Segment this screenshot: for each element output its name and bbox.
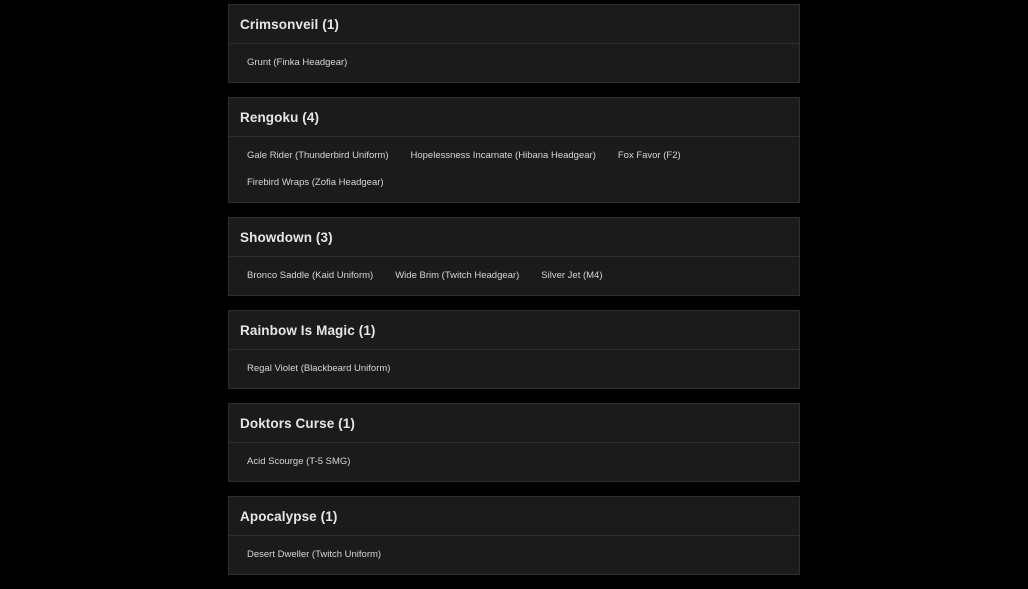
collection-items bbox=[229, 443, 799, 481]
collection-title: Doktors Curse (1) bbox=[240, 415, 355, 431]
collection-item-link[interactable]: Firebird Wraps (Zofia Headgear) bbox=[247, 177, 384, 188]
collection-item-link[interactable]: Gale Rider (Thunderbird Uniform) bbox=[247, 150, 389, 161]
collection-items bbox=[229, 44, 799, 82]
collection-items bbox=[229, 257, 799, 295]
collection-item-link[interactable]: Bronco Saddle (Kaid Uniform) bbox=[247, 270, 374, 281]
collection-card-header bbox=[229, 218, 799, 257]
collection-card bbox=[228, 496, 800, 575]
collection-card bbox=[228, 4, 800, 83]
collection-list bbox=[228, 4, 800, 589]
collection-item-link[interactable]: Wide Brim (Twitch Headgear) bbox=[395, 270, 520, 281]
collection-card-header bbox=[229, 5, 799, 44]
collection-card-header bbox=[229, 497, 799, 536]
collection-card bbox=[228, 310, 800, 389]
collection-items bbox=[229, 536, 799, 574]
collection-card-header bbox=[229, 98, 799, 137]
collection-card bbox=[228, 217, 800, 296]
collection-card bbox=[228, 403, 800, 482]
collection-card-header bbox=[229, 311, 799, 350]
collection-item-link[interactable]: Grunt (Finka Headgear) bbox=[247, 57, 348, 68]
collection-card bbox=[228, 97, 800, 203]
collection-title: Showdown (3) bbox=[240, 229, 333, 245]
collection-item-link[interactable]: Desert Dweller (Twitch Uniform) bbox=[247, 549, 382, 560]
collection-item-link[interactable]: Silver Jet (M4) bbox=[541, 270, 603, 281]
collection-title: Rengoku (4) bbox=[240, 109, 320, 125]
collection-item-link[interactable]: Fox Favor (F2) bbox=[617, 150, 681, 161]
collection-title: Crimsonveil (1) bbox=[240, 16, 340, 32]
collection-title: Rainbow Is Magic (1) bbox=[240, 322, 376, 338]
collection-item-link[interactable]: Acid Scourge (T-5 SMG) bbox=[247, 456, 351, 467]
collection-item-link[interactable]: Hopelessness Incarnate (Hibana Headgear) bbox=[410, 150, 596, 161]
collection-items bbox=[229, 137, 799, 202]
collection-items bbox=[229, 350, 799, 388]
collection-item-link[interactable]: Regal Violet (Blackbeard Uniform) bbox=[247, 363, 391, 374]
collection-title: Apocalypse (1) bbox=[240, 508, 338, 524]
collection-card-header bbox=[229, 404, 799, 443]
